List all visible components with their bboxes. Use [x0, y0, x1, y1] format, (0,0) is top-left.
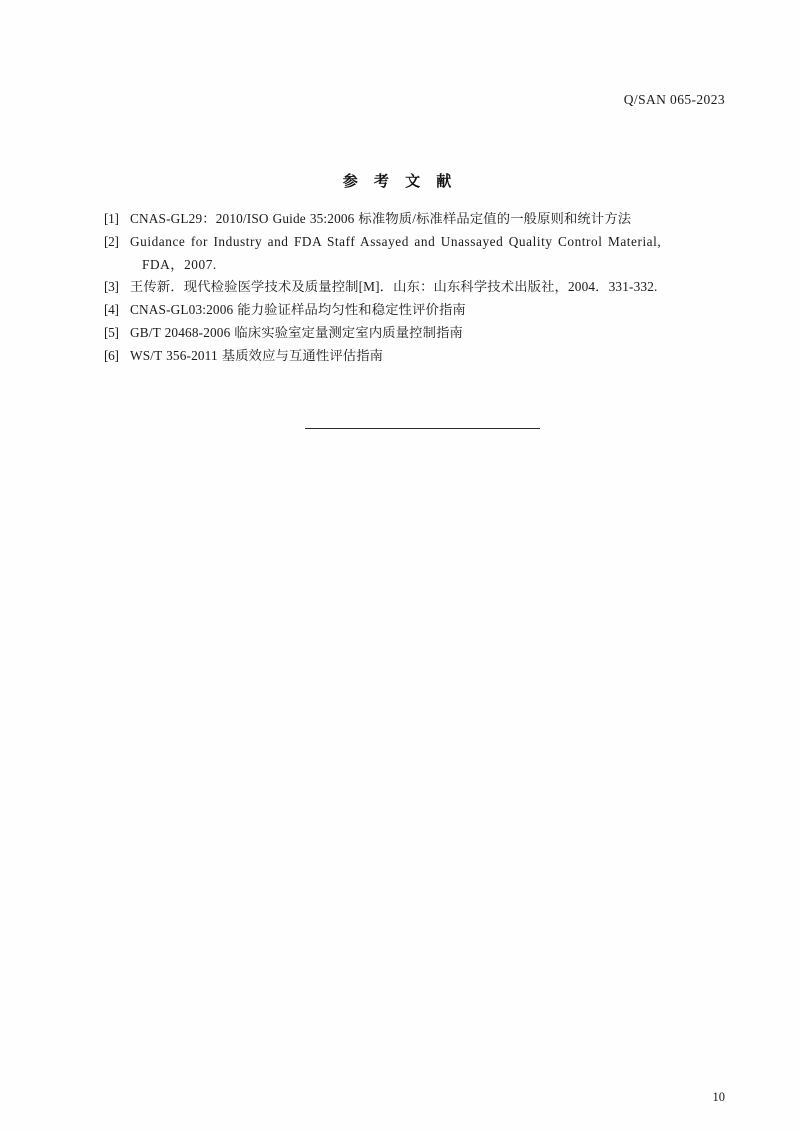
reference-text: CNAS-GL29：2010/ISO Guide 35:2006 标准物质/标准样品定值的一般原则和统计方法 [130, 211, 632, 226]
list-item [104, 299, 734, 321]
page-header-standard-code: Q/SAN 065-2023 [623, 92, 725, 107]
reference-text: CNAS-GL03:2006 能力验证样品均匀性和稳定性评价指南 [130, 301, 466, 317]
reference-number: [6] [104, 347, 119, 363]
reference-text: WS/T 356-2011 基质效应与互通性评估指南 [130, 347, 384, 363]
reference-text: GB/T 20468-2006 临床实验室定量测定室内质量控制指南 [130, 324, 463, 340]
page-number: 10 [712, 1090, 725, 1104]
reference-text-continuation: FDA，2007. [142, 257, 217, 272]
reference-text: 王传新．现代检验医学技术及质量控制[M]．山东：山东科学技术出版社，2004．331-332. [130, 278, 658, 294]
page-title: 参 考 文 献 [342, 173, 458, 190]
reference-number: [2] [104, 234, 119, 249]
reference-number: [4] [104, 301, 119, 317]
list-item [104, 345, 734, 367]
reference-number: [5] [104, 324, 119, 340]
list-item [104, 276, 734, 298]
section-divider [305, 428, 540, 429]
list-item [104, 231, 734, 253]
list-item [104, 322, 734, 344]
reference-text: Guidance for Industry and FDA Staff Assayed and Unassayed Quality Control Material, [130, 234, 662, 249]
reference-number: [3] [104, 278, 119, 294]
list-item [104, 208, 734, 230]
reference-number: [1] [104, 211, 119, 226]
reference-list [104, 208, 734, 368]
